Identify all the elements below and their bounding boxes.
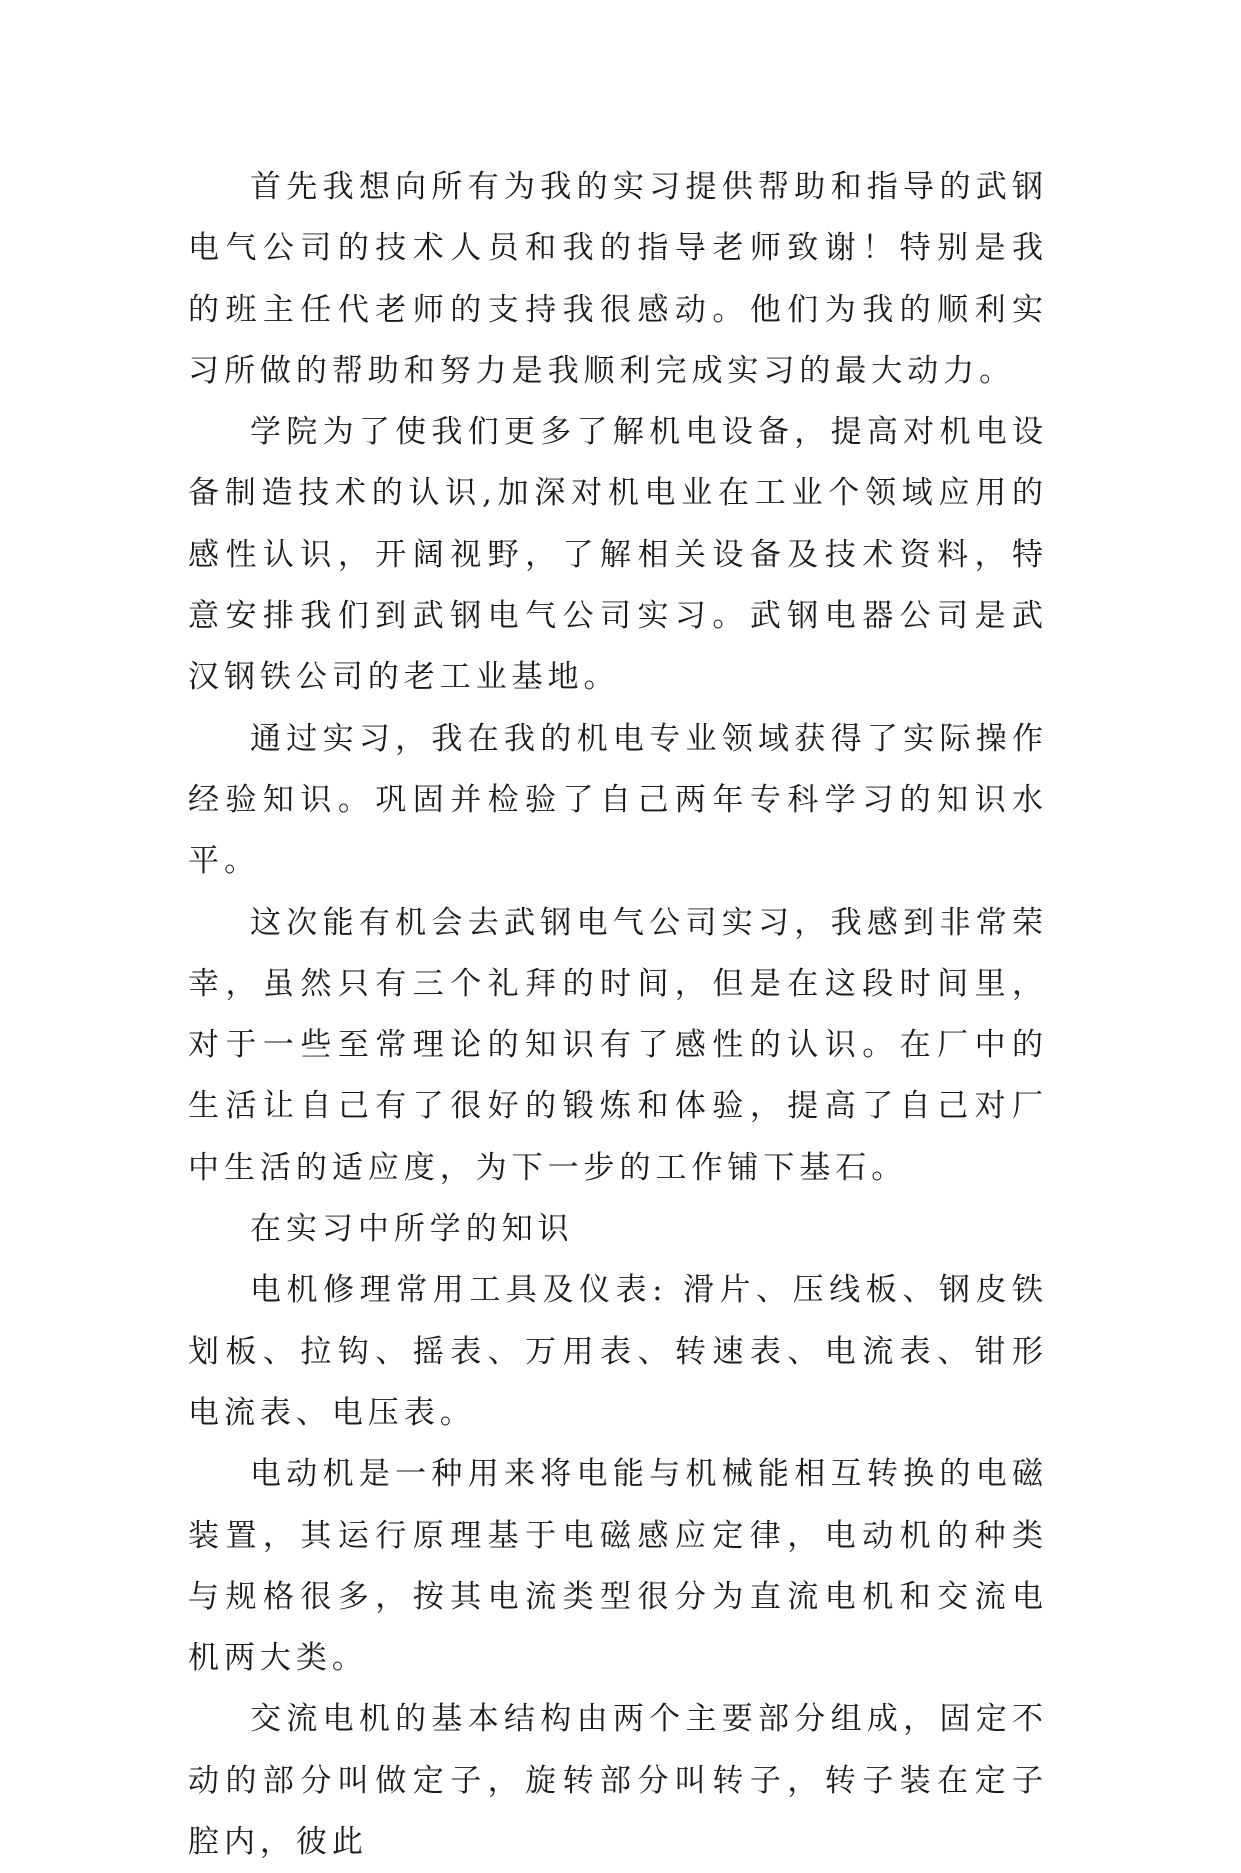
paragraph-opportunity: 这次能有机会去武钢电气公司实习，我感到非常荣幸，虽然只有三个礼拜的时间，但是在这段时间里，对于一些至常理论的知识有了感性的认识。在厂中的生活让自己有了很好的锻炼和体验，提高了自己对厂中生活的适应度，为下一步的工作铺下基石。	[188, 904, 1048, 1186]
paragraph-ac-motor-structure: 交流电机的基本结构由两个主要部分组成，固定不动的部分叫做定子，旋转部分叫转子，转子装在定子腔内，彼此	[188, 1701, 1048, 1861]
section-heading-knowledge: 在实习中所学的知识	[250, 1211, 574, 1248]
paragraph-internship-purpose: 学院为了使我们更多了解机电设备，提高对机电设备制造技术的认识,加深对机电业在工业个领域应用的感性认识，开阔视野，了解相关设备及技术资料，特意安排我们到武钢电气公司实习。武钢电器公司是武汉钢铁公司的老工业基地。	[188, 414, 1048, 696]
paragraph-tools: 电机修理常用工具及仪表: 滑片、压线板、钢皮铁划板、拉钩、摇表、万用表、转速表、电流表、钳形电流表、电压表。	[188, 1272, 1048, 1431]
paragraph-practical-experience: 通过实习，我在我的机电专业领域获得了实际操作经验知识。巩固并检验了自己两年专科学习的知识水平。	[188, 720, 1048, 880]
document-body	[188, 157, 1048, 1873]
paragraph-motor-definition: 电动机是一种用来将电能与机械能相互转换的电磁装置，其运行原理基于电磁感应定律，电动机的种类与规格很多，按其电流类型很分为直流电机和交流电机两大类。	[188, 1456, 1048, 1677]
paragraph-acknowledgement: 首先我想向所有为我的实习提供帮助和指导的武钢电气公司的技术人员和我的指导老师致谢！特别是我的班主任代老师的支持我很感动。他们为我的顺利实习所做的帮助和努力是我顺利完成实习的最大动力。	[188, 169, 1048, 389]
